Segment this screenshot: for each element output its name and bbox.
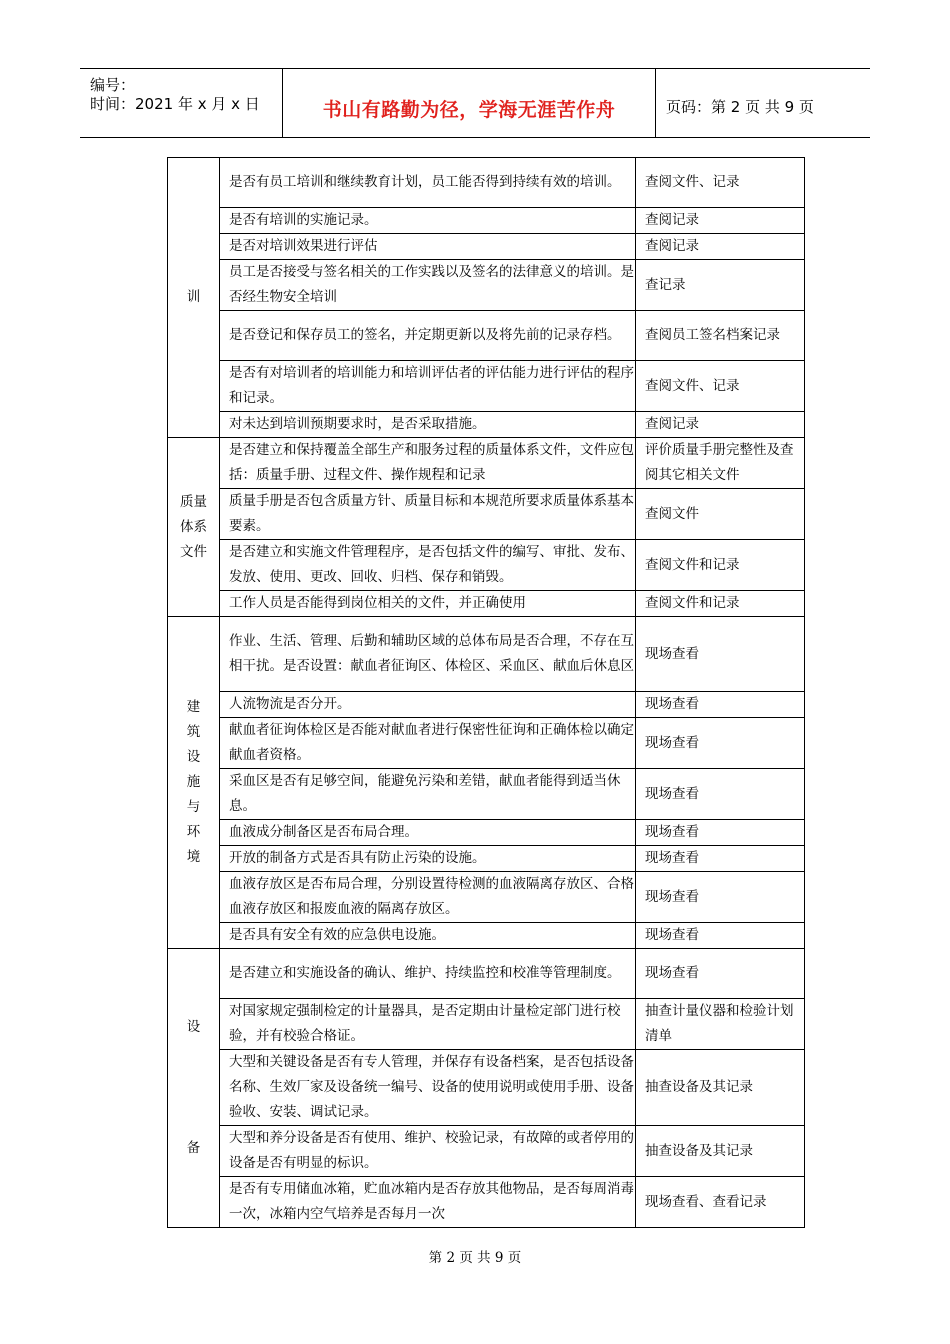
check-item: 血液成分制备区是否布局合理。 xyxy=(220,820,636,846)
category-label: 设 xyxy=(186,1019,201,1035)
check-item: 对未达到培训预期要求时，是否采取措施。 xyxy=(220,412,636,438)
check-method: 抽查设备及其记录 xyxy=(636,1126,805,1177)
check-method: 查阅员工签名档案记录 xyxy=(636,311,805,361)
check-method: 现场查看 xyxy=(636,872,805,923)
check-item: 工作人员是否能得到岗位相关的文件，并正确使用 xyxy=(220,591,636,617)
category-label xyxy=(168,1064,219,1088)
category-label xyxy=(168,1040,219,1064)
check-item: 采血区是否有足够空间，能避免污染和差错，献血者能得到适当休息。 xyxy=(220,769,636,820)
table-row xyxy=(168,1126,805,1177)
header-motto: 书山有路勤为径，学海无涯苦作舟 xyxy=(322,99,616,121)
check-item: 大型和养分设备是否有使用、维护、校验记录，有故障的或者停用的设备是否有明显的标识。 xyxy=(220,1126,636,1177)
check-item: 质量手册是否包含质量方针、质量目标和本规范所要求质量体系基本要素。 xyxy=(220,489,636,540)
header-motto-cell xyxy=(283,69,656,137)
check-method: 查阅文件 xyxy=(636,489,805,540)
document-date: 时间：2021 年 x 月 x 日 xyxy=(90,95,260,113)
category-label: 筑 xyxy=(186,724,201,740)
check-item: 大型和关键设备是否有专人管理，并保存有设备档案，是否包括设备名称、生效厂家及设备统一编号、设备的使用说明或使用手册、设备验收、安装、调试记录。 xyxy=(220,1050,636,1126)
table-row xyxy=(168,311,805,361)
table-row xyxy=(168,260,805,311)
table-row xyxy=(168,820,805,846)
category-label: 建 xyxy=(186,699,201,715)
check-method: 抽查计量仪器和检验计划清单 xyxy=(636,999,805,1050)
check-item: 是否有员工培训和继续教育计划，员工能否得到持续有效的培训。 xyxy=(220,158,636,208)
table-row xyxy=(168,412,805,438)
check-method: 评价质量手册完整性及查阅其它相关文件 xyxy=(636,438,805,489)
category-cell xyxy=(168,617,220,949)
page-header xyxy=(80,68,870,138)
table-row xyxy=(168,361,805,412)
check-item: 是否建立和保持覆盖全部生产和服务过程的质量体系文件，文件应包括：质量手册、过程文件、操作规程和记录 xyxy=(220,438,636,489)
category-label: 文件 xyxy=(180,543,207,560)
check-item: 人流物流是否分开。 xyxy=(220,692,636,718)
category-cell xyxy=(168,438,220,617)
check-item: 是否有培训的实施记录。 xyxy=(220,208,636,234)
table-row xyxy=(168,540,805,591)
check-method: 现场查看、查看记录 xyxy=(636,1177,805,1228)
check-method: 现场查看 xyxy=(636,692,805,718)
table-row xyxy=(168,617,805,692)
category-label: 环 xyxy=(186,824,201,840)
check-method: 查阅记录 xyxy=(636,234,805,260)
check-method: 现场查看 xyxy=(636,769,805,820)
check-method: 现场查看 xyxy=(636,718,805,769)
check-item: 是否登记和保存员工的签名，并定期更新以及将先前的记录存档。 xyxy=(220,311,636,361)
table-row xyxy=(168,438,805,489)
category-cell xyxy=(168,158,220,438)
category-label: 训 xyxy=(186,289,201,305)
category-label: 与 xyxy=(186,799,201,815)
table-row xyxy=(168,999,805,1050)
check-method: 现场查看 xyxy=(636,846,805,872)
category-label: 境 xyxy=(186,849,201,865)
check-method: 查阅文件和记录 xyxy=(636,591,805,617)
header-meta-cell xyxy=(80,69,283,137)
table-row xyxy=(168,923,805,949)
check-item: 是否建立和实施文件管理程序，是否包括文件的编写、审批、发布、发放、使用、更改、回收、归档、保存和销毁。 xyxy=(220,540,636,591)
category-label xyxy=(168,1088,219,1112)
table-row xyxy=(168,234,805,260)
check-method: 抽查设备及其记录 xyxy=(636,1050,805,1126)
category-cell xyxy=(168,949,220,1228)
category-label: 备 xyxy=(186,1140,201,1156)
check-item: 是否有专用储血冰箱，贮血冰箱内是否存放其他物品，是否每周消毒一次，冰箱内空气培养是否每月一次 xyxy=(220,1177,636,1228)
check-item: 是否有对培训者的培训能力和培训评估者的评估能力进行评估的程序和记录。 xyxy=(220,361,636,412)
table-row xyxy=(168,208,805,234)
table-row xyxy=(168,949,805,999)
check-method: 现场查看 xyxy=(636,820,805,846)
check-item: 献血者征询体检区是否能对献血者进行保密性征询和正确体检以确定献血者资格。 xyxy=(220,718,636,769)
table-row xyxy=(168,158,805,208)
check-item: 血液存放区是否布局合理，分别设置待检测的血液隔离存放区、合格血液存放区和报废血液的隔离存放区。 xyxy=(220,872,636,923)
table-row xyxy=(168,1177,805,1228)
table-row xyxy=(168,872,805,923)
category-label: 体系 xyxy=(180,518,207,535)
table-row xyxy=(168,718,805,769)
check-method: 查阅文件、记录 xyxy=(636,361,805,412)
document-number: 编号： xyxy=(90,76,136,94)
check-method: 现场查看 xyxy=(636,617,805,692)
inspection-table-body xyxy=(168,158,805,1228)
check-method: 现场查看 xyxy=(636,923,805,949)
table-row xyxy=(168,692,805,718)
check-item: 对国家规定强制检定的计量器具，是否定期由计量检定部门进行校验，并有校验合格证。 xyxy=(220,999,636,1050)
page-footer: 第 2 页 共 9 页 xyxy=(428,1250,522,1266)
category-label xyxy=(168,1112,219,1136)
check-method: 查阅记录 xyxy=(636,412,805,438)
table-row xyxy=(168,769,805,820)
check-item: 开放的制备方式是否具有防止污染的设施。 xyxy=(220,846,636,872)
check-item: 是否具有安全有效的应急供电设施。 xyxy=(220,923,636,949)
check-method: 查阅文件、记录 xyxy=(636,158,805,208)
header-page-cell xyxy=(656,69,870,137)
table-row xyxy=(168,1050,805,1126)
check-method: 查记录 xyxy=(636,260,805,311)
check-item: 是否对培训效果进行评估 xyxy=(220,234,636,260)
table-row xyxy=(168,846,805,872)
category-label: 设 xyxy=(186,749,201,765)
check-item: 作业、生活、管理、后勤和辅助区域的总体布局是否合理，不存在互相干扰。是否设置：献血者征询区、体检区、采血区、献血后休息区 xyxy=(220,617,636,692)
check-item: 员工是否接受与签名相关的工作实践以及签名的法律意义的培训。是否经生物安全培训 xyxy=(220,260,636,311)
table-row xyxy=(168,591,805,617)
header-page-number: 页码：第 2 页 共 9 页 xyxy=(666,98,814,116)
check-method: 查阅文件和记录 xyxy=(636,540,805,591)
inspection-table xyxy=(167,157,805,1228)
check-item: 是否建立和实施设备的确认、维护、持续监控和校准等管理制度。 xyxy=(220,949,636,999)
category-label: 施 xyxy=(186,774,201,790)
check-method: 现场查看 xyxy=(636,949,805,999)
table-row xyxy=(168,489,805,540)
category-label: 质量 xyxy=(180,493,207,510)
check-method: 查阅记录 xyxy=(636,208,805,234)
